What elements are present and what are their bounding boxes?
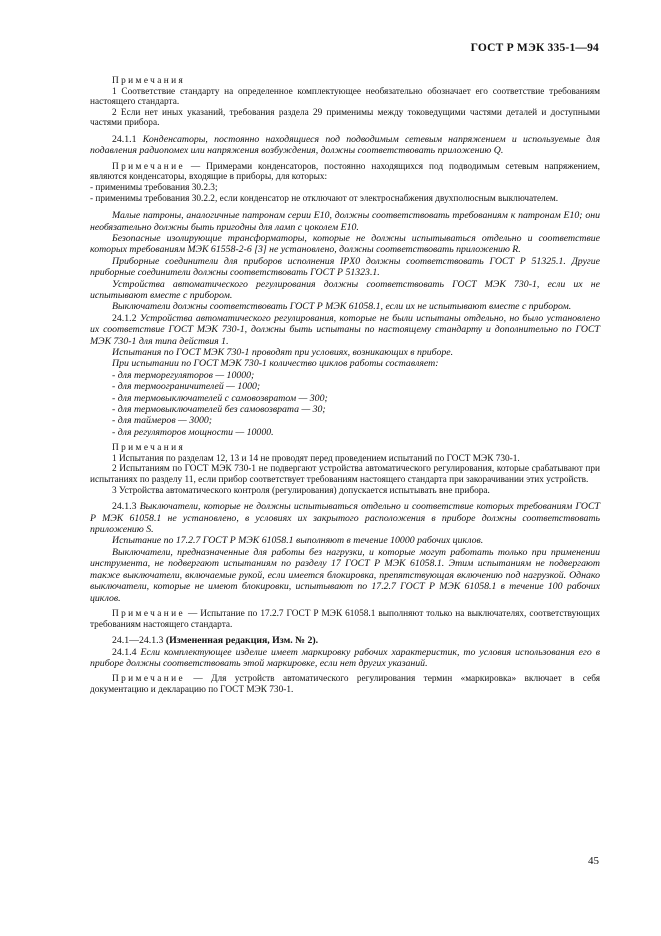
note-label: Примечание [112, 674, 185, 685]
requirement-connectors: Приборные соединители для приборов исполнения IPX0 должны соответствовать ГОСТ Р 51325.1. Другие приборные соединители должны соответствовать ГОСТ Р 51323.1. [90, 255, 600, 279]
note-label: Примечание [112, 161, 185, 172]
clause-number: 24.1.3 [112, 501, 137, 513]
page-content [90, 76, 600, 696]
clause-24-1-4 [90, 647, 600, 670]
change-note [90, 635, 600, 646]
note-list-item: - применимы требования 30.2.2, если конденсатор не отключают от электроснабжения двухполюсным выключателем. [90, 193, 559, 204]
clause-text: Выключатели, которые не должны испытываться отдельно и соответствие которых требованиям ГОСТ Р МЭК 61058.1 не установлено, в условиях их закрытого расположения в приборе должны соответствовать приложению S. [90, 501, 600, 536]
requirement-lampholders: Малые патроны, аналогичные патронам серии E10, должны соответствовать требованиям к патронам E10; они необязательно должны быть пригодны для ламп с цоколем E10. [90, 210, 600, 233]
note-block [90, 162, 600, 183]
cycle-list-item: - для регуляторов мощности — 10000. [112, 426, 274, 438]
page-header-title: ГОСТ Р МЭК 335-1—94 [470, 42, 599, 54]
clause-text: При испытании по ГОСТ МЭК 730-1 количество циклов работы составляет: [112, 358, 439, 370]
note-text: — Примерами конденсаторов, постоянно находящихся под подводимым сетевым напряжением, являются конденсаторы, входящие в приборы, для которых: [90, 161, 600, 183]
note-block [90, 674, 600, 695]
clause-24-1-1 [90, 134, 600, 157]
cycle-list-item: - для таймеров — 3000; [112, 415, 213, 427]
clause-number: 24.1—24.1.3 [112, 635, 164, 647]
clause-text: Выключатели, предназначенные для работы без нагрузки, и которые могут работать только при применении инструмента, не подвергают испытаниям по разделу 17 ГОСТ Р МЭК 61058.1. Этим испытаниям не подвергают также выключатели, включаемые рукой, если имеется блокировка, препятствующая включению под нагрузкой. Однако выключатели, которые не имеют блокировки, испытывают по 17.2.7 ГОСТ Р МЭК 61058.1 в течение 100 рабочих циклов. [90, 546, 600, 604]
note-item: 1 Соответствие стандарту на определенное комплектующее необязательно обозначает его соответствие требованиям настоящего стандарта. [90, 86, 600, 108]
cycle-list-item: - для терморегуляторов — 10000; [112, 369, 255, 381]
note-item: 2 Если нет иных указаний, требования раздела 29 применимы между токоведущими частями деталей и доступными частями прибора. [90, 107, 600, 129]
clause-24-1-3 [90, 501, 600, 535]
clause-number: 24.1.1 [112, 133, 137, 145]
clause-24-1-2 [90, 313, 600, 347]
note-list-item: - применимы требования 30.2.3; [90, 182, 218, 193]
clause-text: Если комплектующее изделие имеет маркировку рабочих характеристик, то условия использования его в приборе должны соответствовать этой маркировке, если нет других указаний. [90, 646, 600, 669]
note-item: 1 Испытания по разделам 12, 13 и 14 не проводят перед проведением испытаний по ГОСТ МЭК 730-1. [112, 453, 520, 464]
clause-text: Испытания по ГОСТ МЭК 730-1 проводят при условиях, возникающих в приборе. [112, 347, 454, 359]
clause-text: Испытание по 17.2.7 ГОСТ Р МЭК 61058.1 выполняют в течение 10000 рабочих циклов. [112, 535, 484, 547]
notes-label: Примечания [112, 443, 186, 454]
cycle-list-item: - для термовыключателей с самовозвратом — 300; [112, 392, 328, 404]
change-text: (Измененная редакция, Изм. № 2). [165, 635, 319, 647]
note-item: 2 Испытаниям по ГОСТ МЭК 730-1 не подвергают устройства автоматического регулирования, которые срабатывают при испытаниях по разделу 11, если прибор соответствует требованиям настоящего стандарта при закорачивании этих устройств. [90, 464, 600, 486]
note-label: Примечание [112, 608, 185, 619]
clause-text: Устройства автоматического регулирования, которые не были испытаны отдельно, но было установлено их соответствие ГОСТ МЭК 730-1, должны быть испытаны по настоящему стандарту и дополнительно по ГОСТ МЭК 730-1 для типа действия 1. [90, 312, 600, 347]
clause-number: 24.1.2 [112, 312, 137, 324]
note-text: — Испытание по 17.2.7 ГОСТ Р МЭК 61058.1 выполняют только на выключателях, соответствующих требованиям настоящего стандарта. [90, 608, 600, 630]
clause-text: Конденсаторы, постоянно находящиеся под подводимым сетевым напряжением и используемые для подавления радиопомех или напряжения возбуждения, должны соответствовать приложению Q. [90, 133, 600, 157]
cycle-list-item: - для термоограничителей — 1000; [112, 381, 261, 393]
notes-label: Примечания [112, 76, 186, 86]
note-text: — Для устройств автоматического регулирования термин «маркировка» включает в себя документацию и декларацию по ГОСТ МЭК 730-1. [90, 674, 601, 695]
requirement-transformers: Безопасные изолирующие трансформаторы, которые не должны испытываться отдельно и соответствие которых требованиям МЭК 61558-2-6 [3] не установлено, должны соответствовать приложению R. [90, 232, 600, 256]
note-block [90, 609, 600, 630]
requirement-controls: Устройства автоматического регулирования должны соответствовать ГОСТ МЭК 730-1, если их не испытывают вместе с прибором. [90, 278, 600, 301]
requirement-switches: Выключатели должны соответствовать ГОСТ Р МЭК 61058.1, если их не испытывают вместе с прибором. [112, 301, 572, 313]
note-item: 3 Устройства автоматического контроля (регулирования) допускается испытывать вне прибора. [112, 485, 490, 496]
clause-number: 24.1.4 [112, 646, 137, 658]
page-number: 45 [588, 855, 599, 867]
cycle-list-item: - для термовыключателей без самовозврата — 30; [112, 404, 326, 416]
